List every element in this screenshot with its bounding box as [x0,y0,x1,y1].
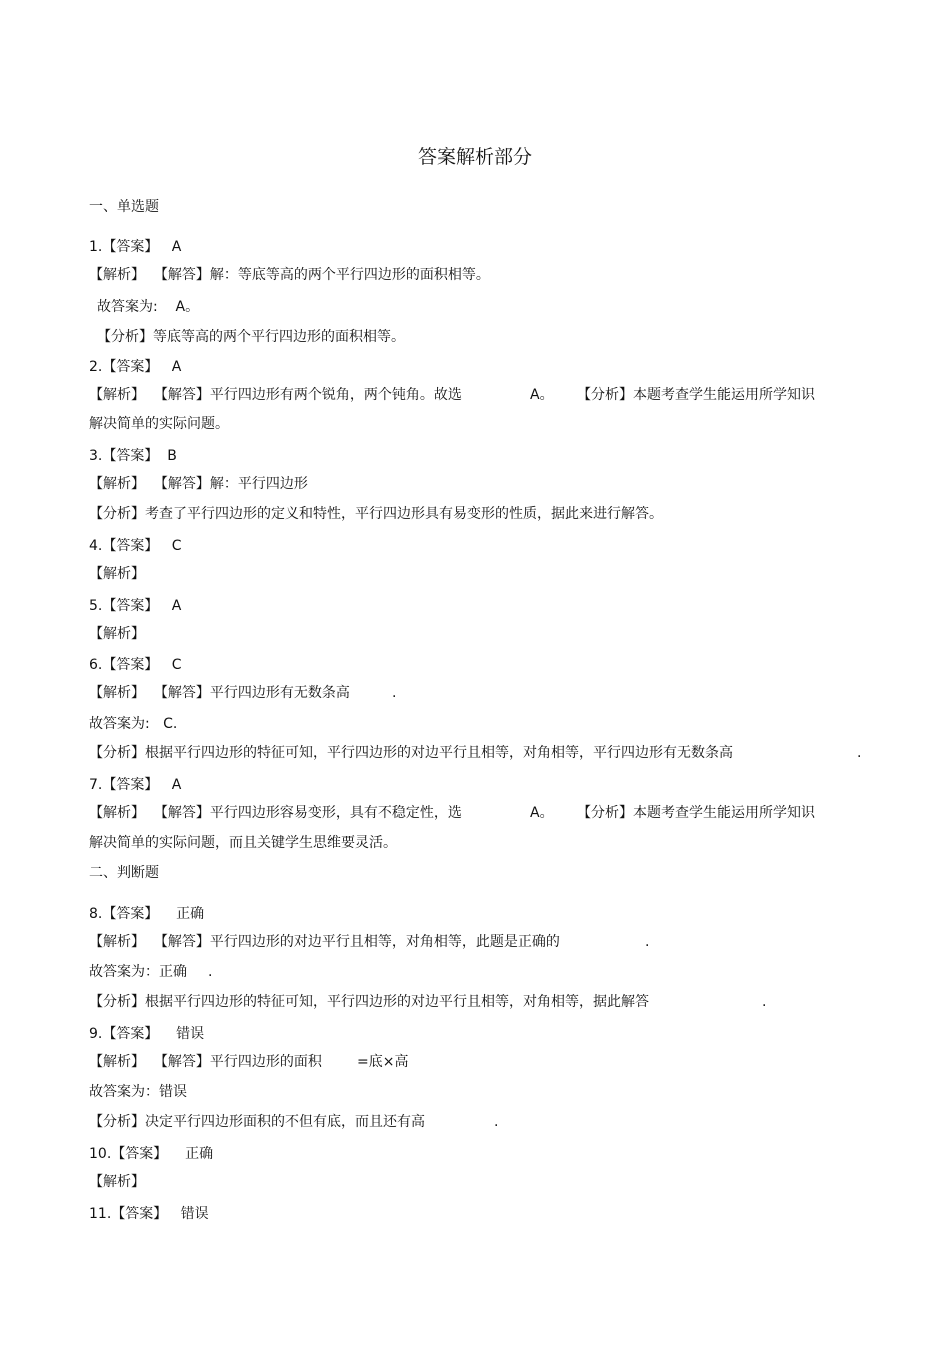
q1-analysis: 【解析】 【解答】解：等底等高的两个平行四边形的面积相等。 [89,267,490,283]
q8-result: 故答案为：正确 [89,964,187,980]
q2-analysis-choice: A。 [530,387,554,403]
q8-note-period: . [762,994,767,1010]
q6-note: 【分析】根据平行四边形的特征可知，平行四边形的对边平行且相等，对角相等，平行四边形有无数条高 [89,745,733,761]
q7-analysis-note: 【分析】本题考查学生能运用所学知识 [577,805,815,821]
q7-analysis: 【解析】 【解答】平行四边形容易变形，具有不稳定性，选 [89,805,462,821]
q6-analysis: 【解析】 【解答】平行四边形有无数条高 [89,685,350,701]
q6-note-period: . [857,745,862,761]
q1-answer: 1.【答案】 A [89,239,182,255]
q10-answer: 10.【答案】 正确 [89,1146,214,1162]
q4-analysis: 【解析】 [89,566,145,582]
q9-result: 故答案为：错误 [89,1084,187,1100]
q2-analysis-continued: 解决简单的实际问题。 [89,416,229,432]
q8-answer: 8.【答案】 正确 [89,906,205,922]
q6-analysis-period: . [392,685,397,701]
q8-analysis: 【解析】 【解答】平行四边形的对边平行且相等，对角相等，此题是正确的 [89,934,560,950]
q7-answer: 7.【答案】 A [89,777,182,793]
q9-analysis: 【解析】 【解答】平行四边形的面积 [89,1054,322,1070]
q8-analysis-period: . [645,934,650,950]
q7-analysis-continued: 解决简单的实际问题，而且关键学生思维要灵活。 [89,835,397,851]
q8-result-period: . [208,964,213,980]
q2-analysis: 【解析】 【解答】平行四边形有两个锐角，两个钝角。故选 [89,387,462,403]
q1-note: 【分析】等底等高的两个平行四边形的面积相等。 [97,329,405,345]
q8-note: 【分析】根据平行四边形的特征可知，平行四边形的对边平行且相等，对角相等，据此解答 [89,994,649,1010]
q6-answer: 6.【答案】 C [89,657,182,673]
q5-analysis: 【解析】 [89,626,145,642]
q3-note: 【分析】考查了平行四边形的定义和特性，平行四边形具有易变形的性质，据此来进行解答。 [89,506,663,522]
q4-answer: 4.【答案】 C [89,538,182,554]
q3-answer: 3.【答案】 B [89,448,177,464]
q9-answer: 9.【答案】 错误 [89,1026,205,1042]
q9-note-period: . [494,1114,499,1130]
q6-result: 故答案为: C. [89,716,178,732]
q9-analysis-formula: =底×高 [357,1054,409,1070]
q2-analysis-note: 【分析】本题考查学生能运用所学知识 [577,387,815,403]
q7-analysis-choice: A。 [530,805,554,821]
section-heading-true-false: 二、判断题 [89,865,159,881]
q3-analysis: 【解析】 【解答】解：平行四边形 [89,476,308,492]
q1-result: 故答案为: A。 [97,299,200,315]
section-heading-single-choice: 一、单选题 [89,199,159,215]
q11-answer: 11.【答案】 错误 [89,1206,209,1222]
q10-analysis: 【解析】 [89,1174,145,1190]
q9-note: 【分析】决定平行四边形面积的不但有底，而且还有高 [89,1114,425,1130]
q5-answer: 5.【答案】 A [89,598,182,614]
q2-answer: 2.【答案】 A [89,359,182,375]
page-title: 答案解析部分 [417,146,532,168]
